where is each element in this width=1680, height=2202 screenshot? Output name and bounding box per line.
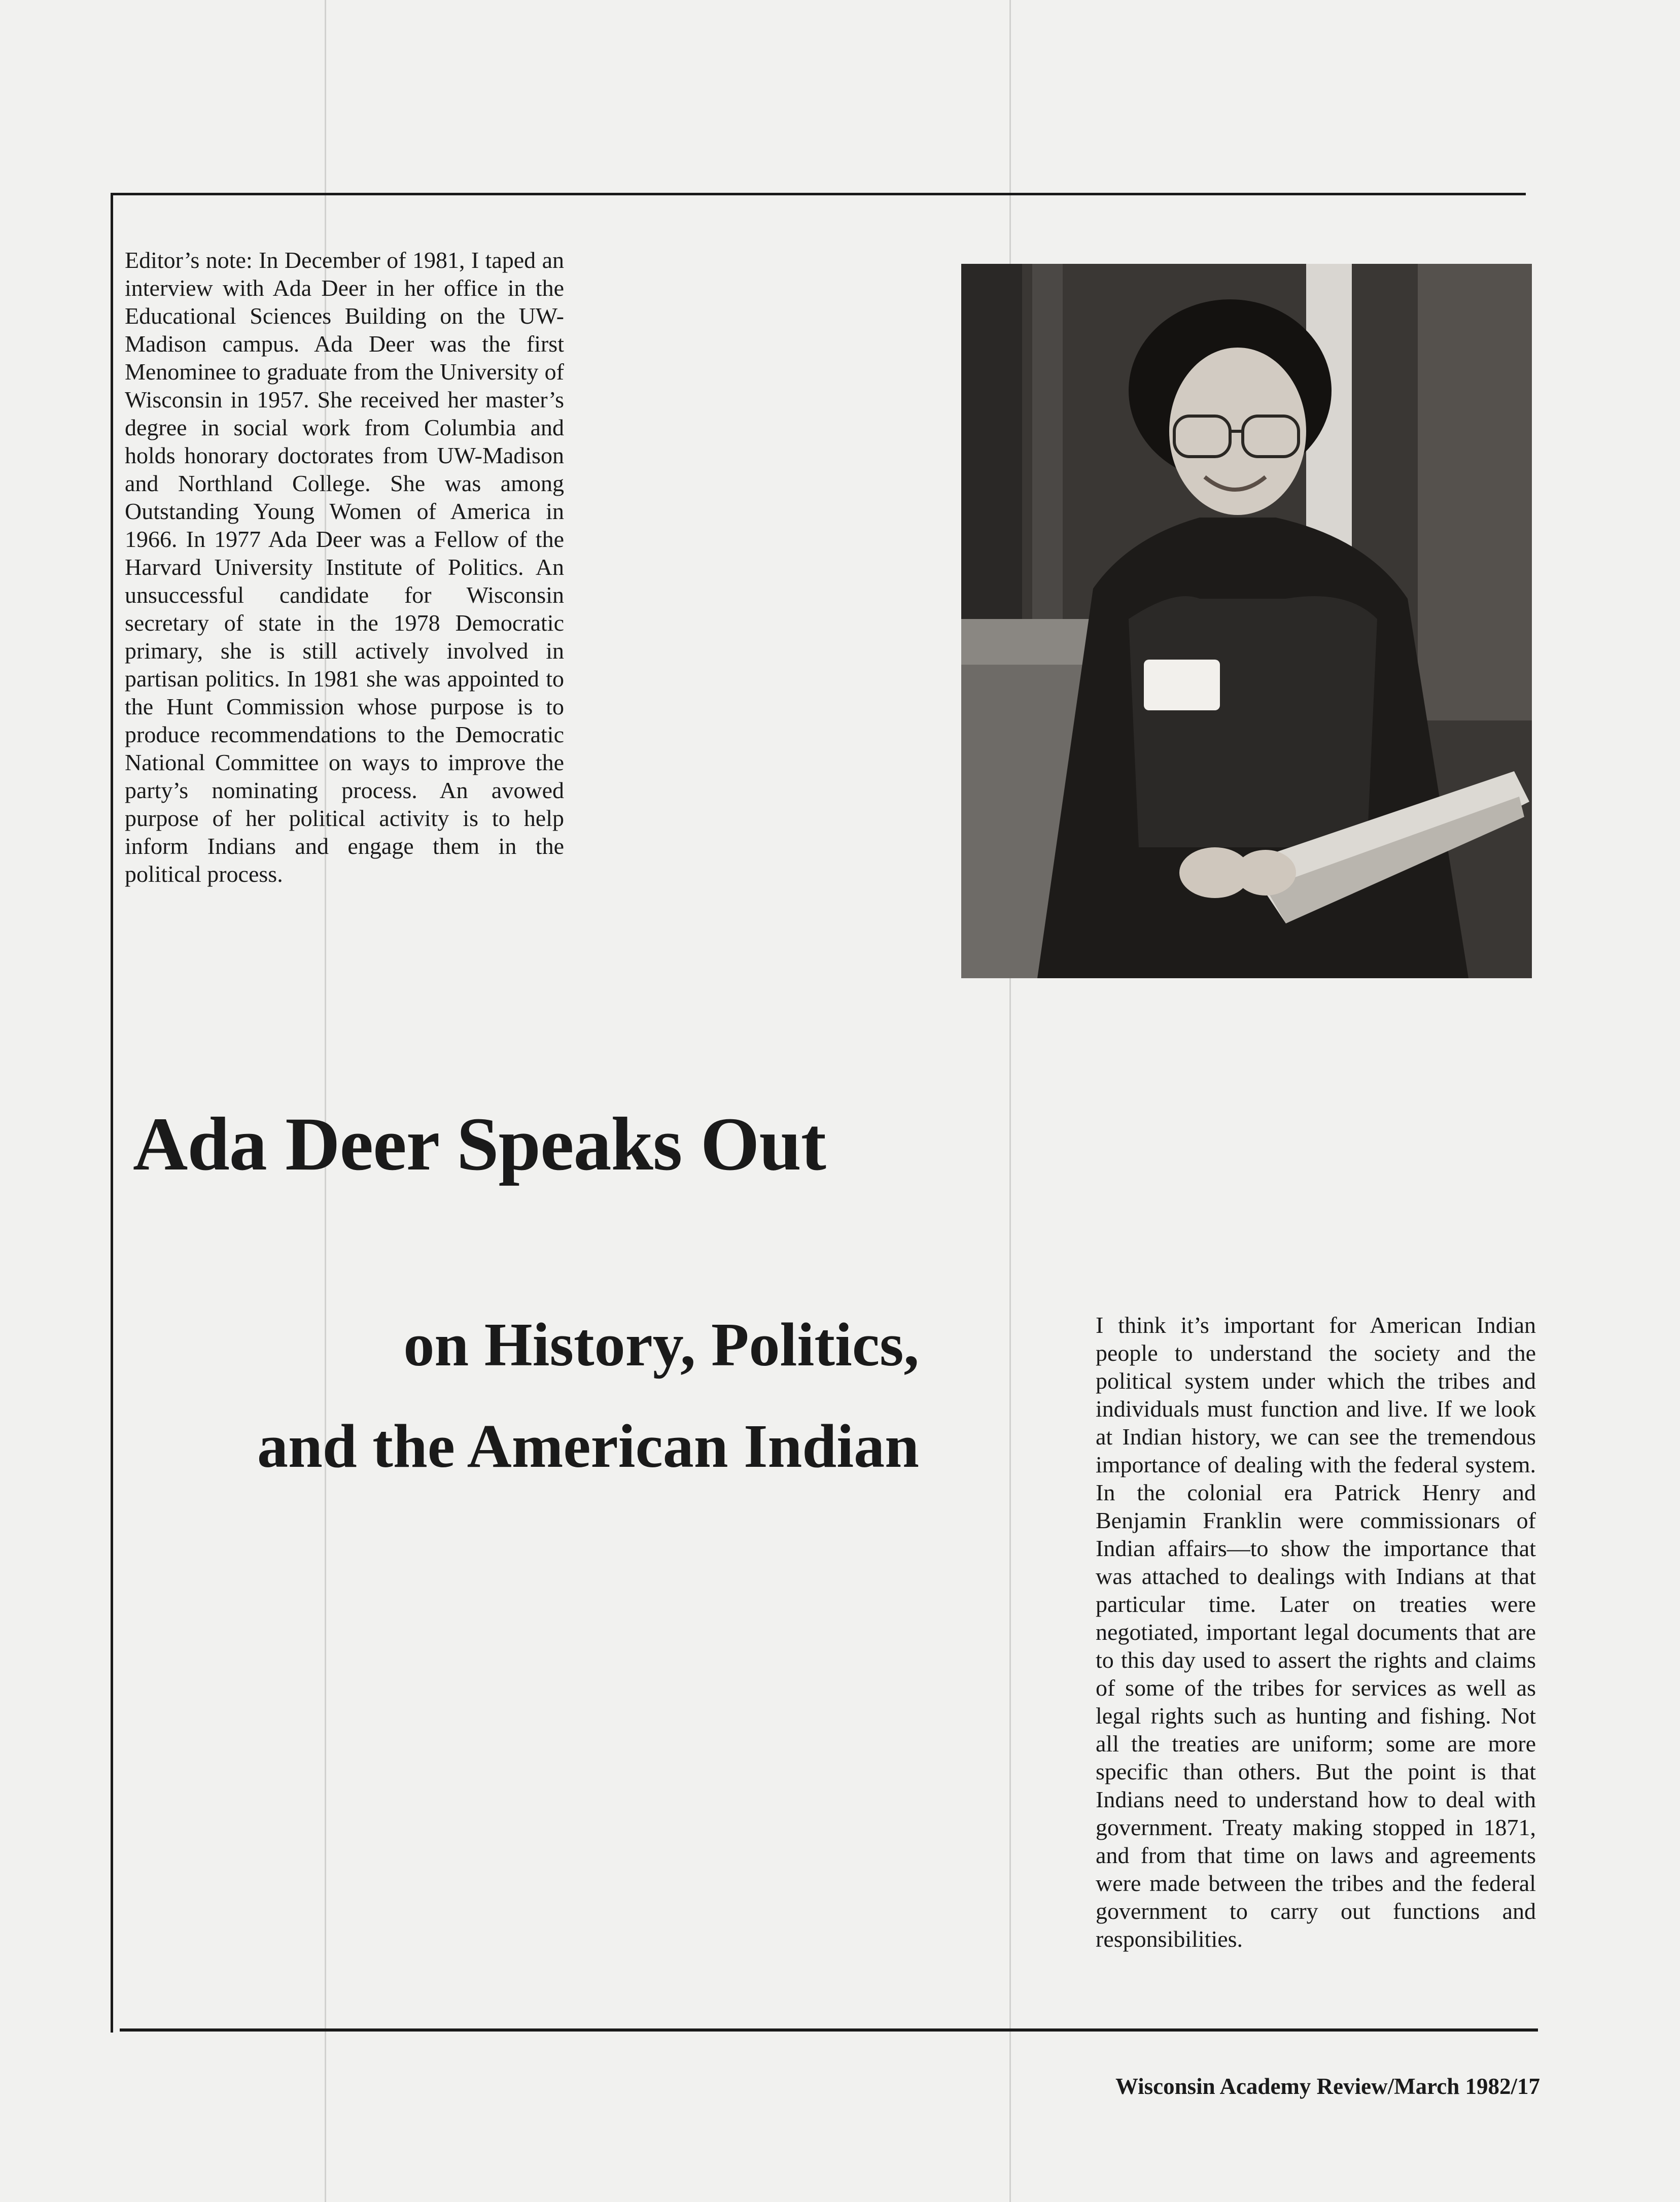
bottom-rule [120,2028,1538,2032]
article-body-paragraph: I think it’s important for American Indian people to understand the society and the political system under which the tribes and individuals must function and live. If we look at Indian history, we can see the tremendous importance of dealing with the federal system. In the colonial era Patrick Henry and Benjamin Franklin were commissionars of Indian affairs—to show the importance that was attached to dealings with Indians at that particular time. Later on treaties were negotiated, important legal documents that are to this day used to assert the rights and claims of some of the tribes for services as well as legal rights such as hunting and fishing. Not all the treaties are uniform; some are more specific than others. But the point is that Indians need to understand how to deal with government. Treaty making stopped in 1871, and from that time on laws and agreements were made between the tribes and the federal government to carry out functions and responsibilities. [1096,1312,1536,1952]
top-rule [111,193,1526,195]
editors-note: Editor’s note: In December of 1981, I taped an interview with Ada Deer in her office in the Educational Sciences Building on the UW-Madison campus. Ada Deer was the first Menominee to graduate from the University of Wisconsin in 1957. She received her master’s degree in social work from Columbia and holds honorary doctorates from UW-Madison and Northland College. She was among Outstanding Young Women of America in 1966. In 1977 Ada Deer was a Fellow of the Harvard University Institute of Politics. An unsuccessful candidate for Wisconsin secretary of state in the 1978 Democratic primary, she is still actively involved in partisan politics. In 1981 she was appointed to the Hunt Commission whose purpose is to produce recommendations to the Democratic National Committee on ways to improve the party’s nominating process. An avowed purpose of her political activity is to help inform Indians and engage them in the political process. [125,247,564,887]
article-subtitle-line-2: and the American Indian [257,1412,919,1481]
article-title: Ada Deer Speaks Out [133,1102,826,1186]
page-footer: Wisconsin Academy Review/March 1982/17 [1115,2074,1540,2099]
portrait-photo [961,264,1532,978]
article-subtitle-line-1: on History, Politics, [403,1311,919,1379]
left-rule [111,193,113,2033]
